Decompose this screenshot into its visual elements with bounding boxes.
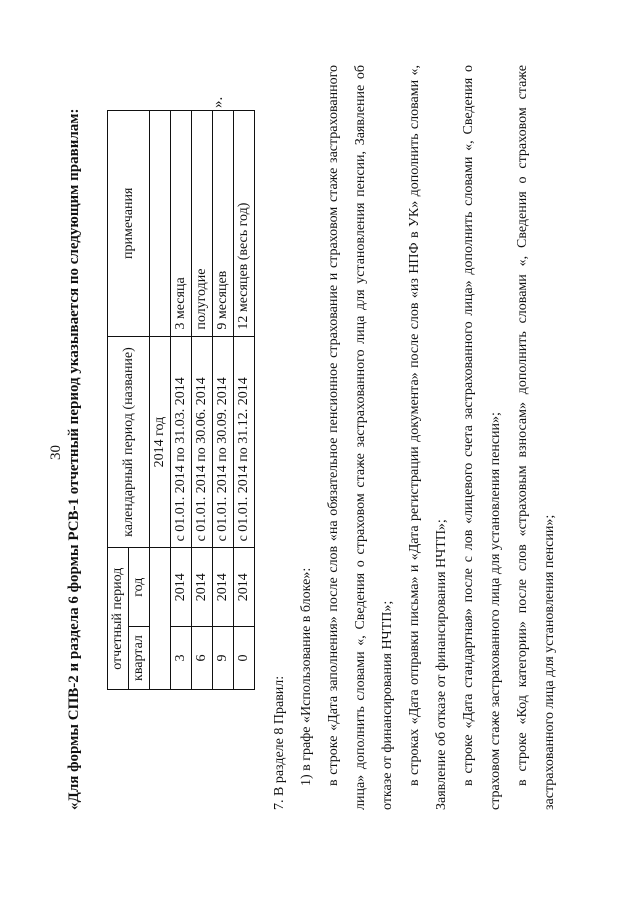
paragraph-date-sent: в строках «Дата отправки письма» и «Дата регистрации документа» после слов «из НПФ в УК» дополнить словами «, Заявление об отказе от финансирования НЧТП»; xyxy=(407,65,449,810)
cell-calendar: с 01.01. 2014 по 30.06. 2014 xyxy=(192,336,213,548)
cell-year: 2014 xyxy=(192,548,213,627)
cell-calendar: с 01.01. 2014 по 31.12. 2014 xyxy=(234,336,255,548)
table-row xyxy=(192,111,213,690)
header-reporting-period: отчетный период xyxy=(108,548,129,690)
header-notes: примечания xyxy=(108,111,150,337)
year-row-spacer xyxy=(150,548,171,690)
table-row xyxy=(213,111,234,690)
table-year-row xyxy=(150,111,171,690)
section-heading: «Для формы СПВ-2 и раздела 6 формы РСВ-1 отчетный период указывается по следующим правилам: xyxy=(66,108,82,810)
paragraph-date-filled: в строке «Дата заполнения» после слов «на обязательное пенсионное страхование и страховом стаже застрахованного лица» дополнить словами «, Сведения о страховом стаже застрахованного лица для установления пенсии, Заявление об отказе от финансирования НЧТП»; xyxy=(326,65,395,810)
cell-note: 3 месяца xyxy=(171,111,192,337)
header-quarter: квартал xyxy=(129,627,150,690)
table-closing-quote: ». xyxy=(210,96,226,108)
cell-quarter: 6 xyxy=(192,627,213,690)
cell-note: полугодие xyxy=(192,111,213,337)
body-text xyxy=(266,65,563,810)
year-row-note-spacer xyxy=(150,111,171,337)
table-header-row xyxy=(108,111,129,690)
cell-note: 12 месяцев (весь год) xyxy=(234,111,255,337)
paragraph-category-code: в строке «Код категории» после слов «страховым взносам» дополнить словами «, Сведения о страховом стаже застрахованного лица для установления пенсии»; xyxy=(515,65,557,810)
paragraph-date-standard: в строке «Дата стандартная» после с лов «лицевого счета застрахованного лица» дополнить словами «, Сведения о страховом стаже застрахованного лица для установления пенсии»; xyxy=(461,65,503,810)
reporting-period-table xyxy=(107,110,255,690)
cell-year: 2014 xyxy=(171,548,192,627)
cell-year: 2014 xyxy=(213,548,234,627)
header-calendar-period: календарный период (название) xyxy=(108,336,150,548)
page-number: 30 xyxy=(48,445,64,460)
table-row xyxy=(234,111,255,690)
header-year: год xyxy=(129,548,150,627)
year-label: 2014 год xyxy=(150,336,171,548)
paragraph-section-7: 7. В разделе 8 Правил: xyxy=(272,675,287,810)
cell-calendar: с 01.01. 2014 по 30.09. 2014 xyxy=(213,336,234,548)
table-row xyxy=(171,111,192,690)
cell-quarter: 3 xyxy=(171,627,192,690)
cell-calendar: с 01.01. 2014 по 31.03. 2014 xyxy=(171,336,192,548)
cell-year: 2014 xyxy=(234,548,255,627)
cell-note: 9 месяцев xyxy=(213,111,234,337)
cell-quarter: 0 xyxy=(234,627,255,690)
cell-quarter: 9 xyxy=(213,627,234,690)
paragraph-item-1: 1) в графе «Использование в блоке»: xyxy=(299,567,314,786)
